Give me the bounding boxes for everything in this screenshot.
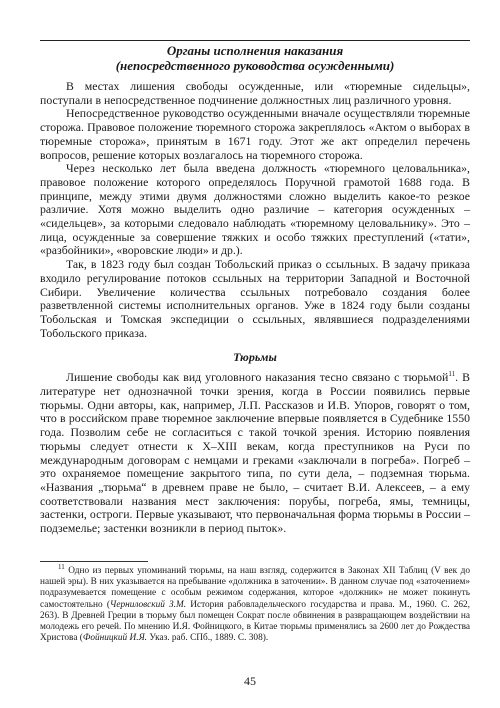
page-number: 45	[244, 674, 256, 688]
footnote-ref[interactable]: 11	[448, 370, 456, 379]
paragraph-2: Непосредственное руководство осужденными вначале осуществляли тюремные сторожа. Правовое положение тюремного сторожа закреплялось «Актом о выборах в тюремные сторожа», принятым в 1671 году. Этот же акт определил перечень вопросов, решение которых возлагалось на тюремного сторожа.	[40, 106, 470, 162]
footnote-rule	[40, 561, 148, 562]
paragraph-4: Так, в 1823 году был создан Тобольский приказ о ссыльных. В задачу приказа входило регулирование потоков ссыльных на территории Западной и Восточной Сибири. Увеличение количества ссыльных потребовало создания более разветвленной системы исполнительных органов. Уже в 1824 году были созданы Тобольская и Томская экспедиции о ссыльных, являвшиеся подразделениями Тобольского приказа.	[40, 257, 470, 340]
title-line-2: (непосредственного руководства осужденными)	[115, 58, 395, 73]
footnote-author-1: Черниловский З.М.	[109, 599, 187, 610]
footnote-text-b: История рабовладельческого государства и права. М., 1960. С. 262, 263). В Древней Греции в тюрьму был помещен Сократ после обвинения в развращающем воздействии на молодежь его речей. По мнению И.Я. Фойницкого, в Китае тюрьмы применялись за 2600 лет до Рождества Христова (	[40, 599, 470, 644]
paragraph-5-text-a: Лишение свободы как вид уголовного наказания тесно связано с тюрьмой	[66, 370, 449, 385]
paragraph-5-text-b: . В литературе нет однозначной точки зрения, когда в России появились первые тюрьмы. Одни авторы, как, например, Л.П. Рассказов и И.В. Упоров, говорят о том, что в российском праве тюремное заключение впервые появляется в Судебнике 1550 года. Позволим себе не согласиться с такой точкой зрения. Историю появления тюрьмы следует отнести к X–XIII векам, когда преступников на Руси по международным договорам с немцами и греками «заключали в погреба». Погреб – это охраняемое помещение закрытого типа, по сути дела, – подземная тюрьма. «Названия „тюрьма“ в древнем праве не было, – считает В.И. Алексеев, – а ему соответствовали названия мест заключения: порубы, погреба, ямы, темницы, застенки, остроги. Первые указывают, что первоначальная форма тюрьмы в России – подземелье; застенки возникли в период пыток».	[40, 370, 470, 536]
footnote	[40, 562, 470, 644]
top-rule	[40, 40, 470, 41]
paragraph-3: Через несколько лет была введена должность «тюремного целовальника», правовое положение которого определялось Поручной грамотой 1688 года. В принципе, между этими двумя должностями сложно выделить какое-то резкое различие. Хотя можно выделить одно различие – категория осужденных – «сидельцев», за которыми следовало наблюдать «тюремному целовальнику». Это – лица, осужденные за совершение тяжких и особо тяжких преступлений («тати», «разбойники», «воровские люди» и др.).	[40, 161, 470, 258]
paragraph-5	[40, 371, 470, 535]
footnote-author-2: Фойницкий И.Я.	[82, 633, 147, 644]
footnote-number: 11	[58, 562, 65, 571]
footnote-text	[40, 562, 470, 644]
body-text	[40, 80, 470, 536]
subsection-heading: Тюрьмы	[233, 350, 277, 365]
section-title	[40, 43, 470, 73]
footnote-text-c: Указ. раб. СПб., 1889. С. 308).	[147, 633, 269, 644]
title-line-1: Органы исполнения наказания	[166, 43, 344, 58]
footnote-text-a: Одно из первых упоминаний тюрьмы, на наш взгляд, содержится в Законах XII Таблиц (V век до нашей эры). В них указывается на пребывание «должника в заточении». В данном случае под «заточением» подразумевается помещение с особым режимом содержания, которое «должник» не может покинуть самостоятельно (	[40, 566, 470, 610]
paragraph-1: В местах лишения свободы осужденные, или «тюремные сидельцы», поступали в непосредственное подчинение должностных лиц различного уровня.	[40, 79, 470, 107]
